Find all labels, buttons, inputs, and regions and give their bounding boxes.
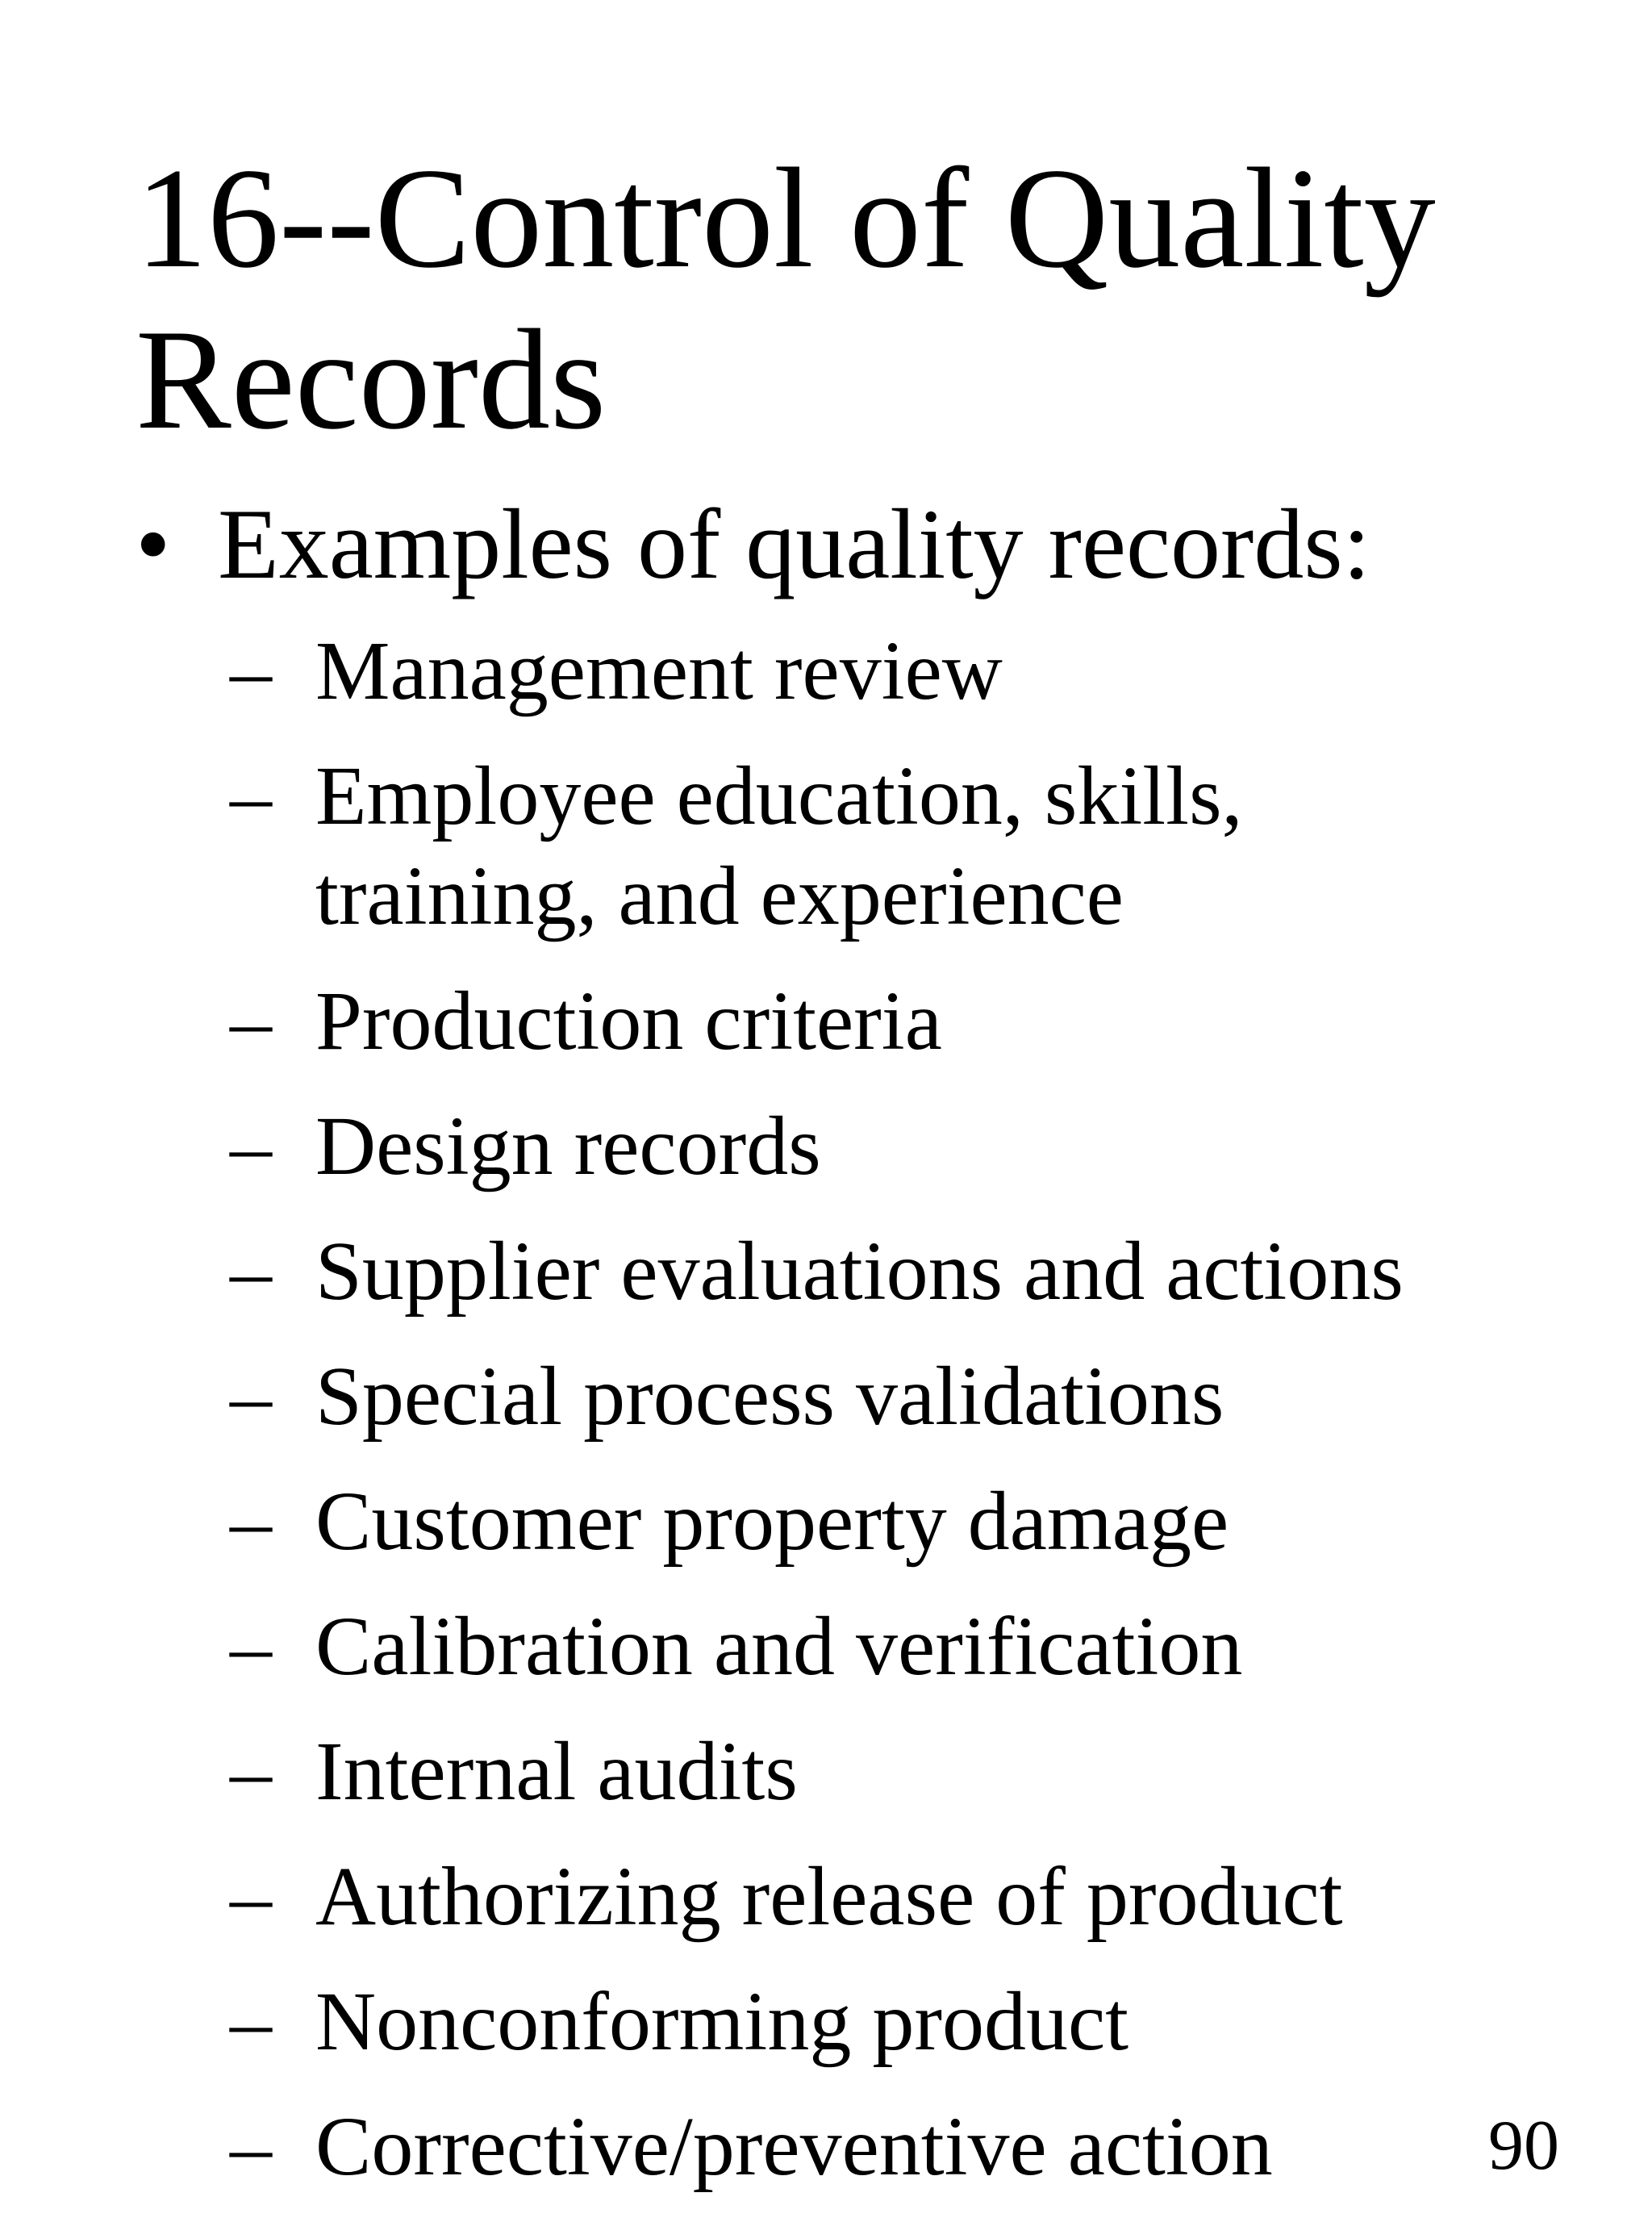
sub-item: [230, 1847, 1525, 1947]
dash-marker: –: [230, 1475, 272, 1568]
dash-marker: –: [230, 1725, 272, 1818]
sub-item: [230, 971, 1525, 1071]
bullet-item: [136, 484, 1370, 605]
dash-marker: –: [230, 1350, 272, 1443]
dash-marker: –: [230, 975, 272, 1067]
sub-item-text: Authorizing release of product: [315, 1850, 1343, 1943]
dash-marker: –: [230, 1100, 272, 1192]
sub-item-list: [230, 621, 1525, 2222]
dash-marker: –: [230, 750, 272, 842]
dash-marker: –: [230, 1850, 272, 1943]
sub-item: [230, 1347, 1525, 1447]
sub-item: [230, 1722, 1525, 1822]
bullet-text: Examples of quality records:: [218, 489, 1371, 599]
sub-item: [230, 621, 1525, 721]
sub-item-text: Calibration and verification: [315, 1600, 1243, 1693]
sub-item: [230, 1972, 1525, 2072]
sub-item: [230, 1597, 1525, 1697]
dash-marker: –: [230, 2100, 272, 2193]
sub-item-text: Management review: [315, 624, 1003, 717]
sub-item-text: Corrective/preventive action: [315, 2100, 1273, 2193]
dash-marker: –: [230, 1600, 272, 1693]
sub-item-text: Customer property damage: [315, 1475, 1229, 1568]
sub-item-text: Special process validations: [315, 1350, 1224, 1443]
sub-item: [230, 746, 1525, 946]
sub-item-text: Internal audits: [315, 1725, 798, 1818]
slide-title: 16--Control of Quality Records: [136, 138, 1436, 459]
bullet-marker: •: [136, 489, 171, 599]
sub-item-text: Production criteria: [315, 975, 942, 1067]
sub-item: [230, 1222, 1525, 1322]
sub-item-text: Employee education, skills, training, and experience: [315, 750, 1243, 942]
sub-item: [230, 2097, 1525, 2197]
dash-marker: –: [230, 1225, 272, 1318]
dash-marker: –: [230, 1975, 272, 2068]
sub-item: [230, 1096, 1525, 1197]
sub-item: [230, 1472, 1525, 1572]
sub-item-text: Nonconforming product: [315, 1975, 1129, 2068]
sub-item-text: Supplier evaluations and actions: [315, 1225, 1404, 1318]
dash-marker: –: [230, 624, 272, 717]
sub-item-text: Design records: [315, 1100, 821, 1192]
page-number: 90: [1488, 2107, 1559, 2185]
